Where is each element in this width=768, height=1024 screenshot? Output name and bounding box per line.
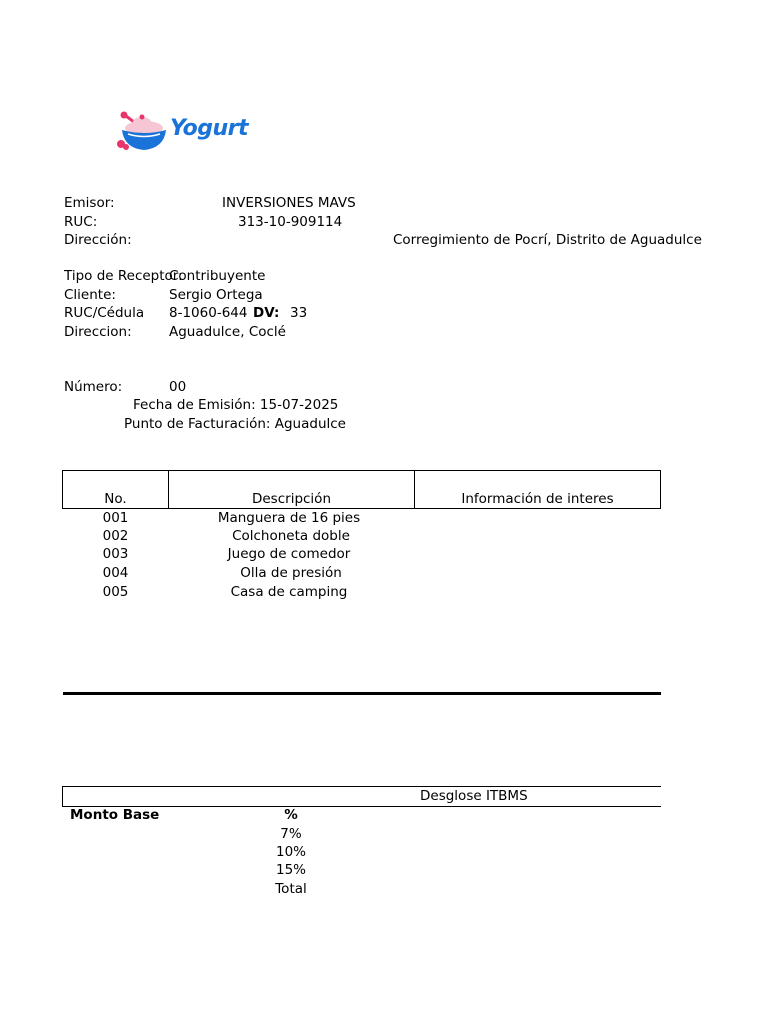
itbms-header bbox=[62, 786, 661, 807]
emisor-value: INVERSIONES MAVS bbox=[222, 195, 356, 211]
itbms-title: Desglose ITBMS bbox=[420, 788, 528, 804]
rate-15: 15% bbox=[275, 862, 306, 878]
row-no: 004 bbox=[102, 565, 129, 581]
row-descripcion: Colchoneta doble bbox=[232, 528, 350, 544]
header-informacion: Información de interes bbox=[461, 491, 614, 507]
emisor-direccion-value: Corregimiento de Pocrí, Distrito de Aguadulce bbox=[393, 232, 702, 248]
pct-label: % bbox=[284, 807, 298, 823]
row-no: 003 bbox=[102, 546, 129, 562]
row-no: 005 bbox=[102, 584, 129, 600]
numero-label: Número: bbox=[64, 379, 123, 395]
numero-value: 00 bbox=[169, 379, 187, 395]
cliente-label: Cliente: bbox=[64, 287, 116, 303]
tipo-receptor-label: Tipo de Receptor: bbox=[64, 268, 183, 284]
fecha-emision: Fecha de Emisión: 15-07-2025 bbox=[133, 397, 339, 413]
row-descripcion: Juego de comedor bbox=[227, 546, 351, 562]
ruc-cedula-value: 8-1060-644 bbox=[169, 305, 248, 321]
row-descripcion: Manguera de 16 pies bbox=[217, 510, 361, 526]
row-no: 001 bbox=[102, 510, 129, 526]
tipo-receptor-value: Contribuyente bbox=[169, 268, 266, 284]
emisor-label: Emisor: bbox=[64, 195, 115, 211]
rate-10: 10% bbox=[275, 844, 306, 860]
items-table-header bbox=[62, 470, 661, 509]
row-descripcion: Olla de presión bbox=[240, 565, 342, 581]
emisor-ruc-value: 313-10-909114 bbox=[238, 214, 343, 230]
ruc-cedula-label: RUC/Cédula bbox=[64, 305, 145, 321]
header-descripcion: Descripción bbox=[251, 491, 332, 507]
punto-facturacion: Punto de Facturación: Aguadulce bbox=[124, 416, 346, 432]
row-descripcion: Casa de camping bbox=[230, 584, 348, 600]
emisor-ruc-label: RUC: bbox=[64, 214, 98, 230]
total-label: Total bbox=[275, 881, 307, 897]
dv-value: 33 bbox=[290, 305, 308, 321]
company-logo bbox=[112, 108, 252, 158]
direccion-label: Direccion: bbox=[64, 324, 132, 340]
header-no: No. bbox=[104, 491, 127, 507]
dv-label: DV: bbox=[253, 305, 280, 321]
direccion-value: Aguadulce, Coclé bbox=[169, 324, 286, 340]
cliente-value: Sergio Ortega bbox=[169, 287, 263, 303]
section-divider bbox=[63, 692, 661, 695]
rate-7: 7% bbox=[280, 826, 302, 842]
emisor-direccion-label: Dirección: bbox=[64, 232, 132, 248]
monto-base-label: Monto Base bbox=[70, 807, 160, 823]
yogurt-bowl-icon bbox=[112, 108, 172, 158]
row-no: 002 bbox=[102, 528, 129, 544]
brand-name: Yogurt bbox=[170, 116, 248, 141]
